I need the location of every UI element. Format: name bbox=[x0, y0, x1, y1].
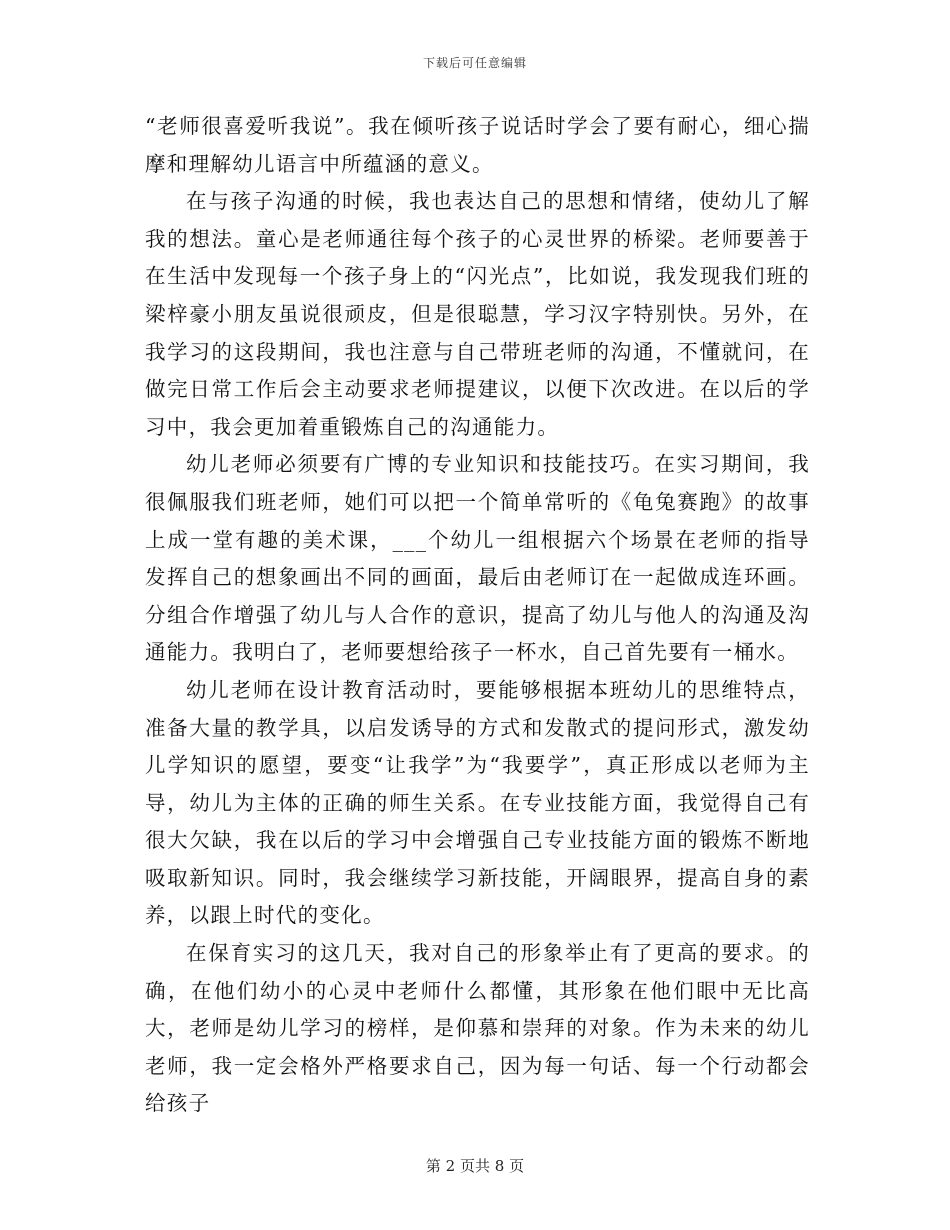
document-body bbox=[145, 108, 810, 1123]
page-number-footer: 第 2 页共 8 页 bbox=[425, 1157, 525, 1175]
paragraph-2: 在与孩子沟通的时候，我也表达自己的思想和情绪，使幼儿了解我的想法。童心是老师通往每个孩子的心灵世界的桥梁。老师要善于在生活中发现每一个孩子身上的“闪光点”，比如说，我发现我们班的梁梓豪小朋友虽说很顽皮，但是很聪慧，学习汉字特别快。另外，在我学习的这段期间，我也注意与自己带班老师的沟通，不懂就问，在做完日常工作后会主动要求老师提建议，以便下次改进。在以后的学习中，我会更加着重锻炼自己的沟通能力。 bbox=[145, 189, 810, 439]
paragraph-4: 幼儿老师在设计教育活动时，要能够根据本班幼儿的思维特点，准备大量的教学具，以启发诱导的方式和发散式的提问形式，激发幼儿学知识的愿望，要变“让我学”为“我要学”，真正形成以老师为主导，幼儿为主体的正确的师生关系。在专业技能方面，我觉得自己有很大欠缺，我在以后的学习中会增强自己专业技能方面的锻炼不断地吸取新知识。同时，我会继续学习新技能，开阔眼界，提高自身的素养，以跟上时代的变化。 bbox=[145, 677, 810, 928]
paragraph-1: “老师很喜爱听我说”。我在倾听孩子说话时学会了要有耐心，细心揣摩和理解幼儿语言中所蕴涵的意义。 bbox=[145, 114, 810, 176]
paragraph-3: 幼儿老师必须要有广博的专业知识和技能技巧。在实习期间，我很佩服我们班老师，她们可以把一个简单常听的《龟兔赛跑》的故事上成一堂有趣的美术课，___个幼儿一组根据六个场景在老师的指导发挥自己的想象画出不同的画面，最后由老师订在一起做成连环画。分组合作增强了幼儿与人合作的意识，提高了幼儿与他人的沟通及沟通能力。我明白了，老师要想给孩子一杯水，自己首先要有一桶水。 bbox=[145, 452, 810, 665]
paragraph-5: 在保育实习的这几天，我对自己的形象举止有了更高的要求。的确，在他们幼小的心灵中老师什么都懂，其形象在他们眼中无比高大，老师是幼儿学习的榜样，是仰慕和崇拜的对象。作为未来的幼儿老师，我一定会格外严格要求自己，因为每一句话、每一个行动都会给孩子 bbox=[145, 941, 810, 1116]
page-header: 下载后可任意编辑 bbox=[422, 56, 527, 70]
